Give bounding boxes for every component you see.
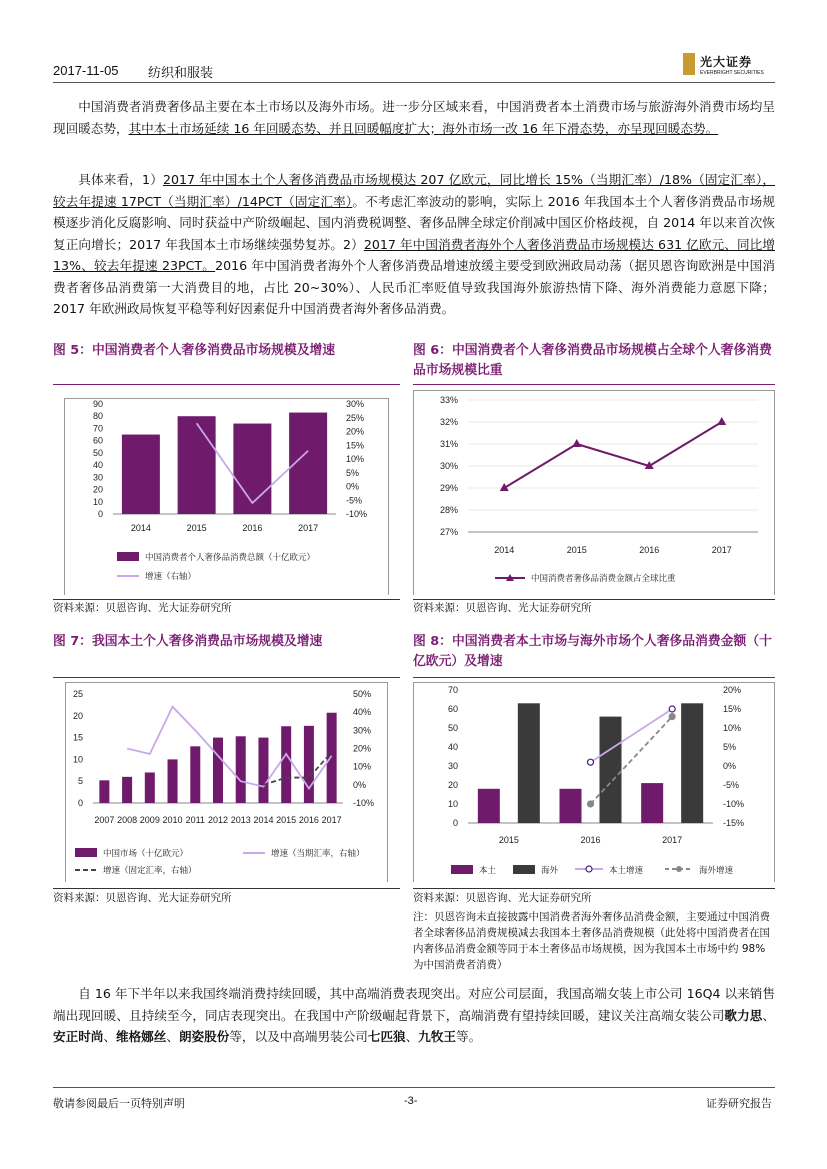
bar bbox=[304, 726, 314, 803]
y-tick-label: 20 bbox=[72, 710, 83, 721]
y-tick-label: 40 bbox=[447, 742, 458, 752]
y-tick-label: 28% bbox=[439, 505, 458, 515]
p3-sep: 、 bbox=[103, 1029, 116, 1044]
sector-label: 纺织和服装 bbox=[148, 66, 214, 81]
point-marker bbox=[588, 801, 594, 807]
x-tick-label: 2016 bbox=[298, 815, 319, 825]
bar bbox=[281, 726, 291, 803]
point-marker bbox=[572, 439, 581, 447]
point-marker bbox=[717, 417, 726, 425]
x-tick-label: 2017 bbox=[662, 835, 683, 845]
y-tick-label: 0 bbox=[97, 509, 103, 519]
fig6-title-rule bbox=[413, 384, 775, 385]
fig7-source: 资料来源：贝恩咨询、光大证券研究所 bbox=[53, 892, 232, 904]
y2-tick-label: 5% bbox=[723, 742, 737, 752]
y2-tick-label: 20% bbox=[723, 685, 742, 695]
y-tick-label: 10 bbox=[92, 496, 103, 507]
x-tick-label: 2010 bbox=[162, 815, 183, 825]
bar bbox=[122, 777, 132, 803]
series-line bbox=[504, 422, 722, 488]
series-line bbox=[127, 707, 332, 789]
company-anzheng: 安正时尚 bbox=[53, 1029, 104, 1044]
footer-report-type: 证券研究报告 bbox=[706, 1097, 772, 1110]
fig5-title-rule bbox=[53, 384, 400, 385]
y2-tick-label: 20% bbox=[353, 743, 372, 754]
legend-swatch-bar bbox=[451, 865, 473, 874]
y2-tick-label: 0% bbox=[346, 481, 360, 492]
legend-label-overseas: 海外 bbox=[541, 865, 559, 875]
bar bbox=[560, 789, 582, 823]
footer-rule bbox=[53, 1087, 775, 1088]
x-tick-label: 2007 bbox=[94, 815, 115, 825]
bar bbox=[236, 736, 246, 803]
y-tick-label: 50 bbox=[447, 723, 458, 733]
x-tick-label: 2015 bbox=[186, 523, 207, 533]
y2-tick-label: -15% bbox=[723, 818, 745, 828]
fig6-source: 资料来源：贝恩咨询、光大证券研究所 bbox=[413, 602, 592, 614]
fig5-source-rule bbox=[53, 599, 400, 600]
x-tick-label: 2015 bbox=[276, 815, 297, 825]
bar bbox=[122, 435, 160, 514]
footer-disclaimer: 敬请参阅最后一页特别声明 bbox=[53, 1097, 185, 1110]
bar bbox=[213, 738, 223, 803]
y-tick-label: 27% bbox=[439, 527, 458, 537]
fig5-title: 图 5：中国消费者个人奢侈消费品市场规模及增速 bbox=[53, 343, 336, 358]
company-weige: 维格娜丝 bbox=[115, 1029, 167, 1044]
y2-tick-label: 10% bbox=[353, 761, 372, 772]
p2-text-a: 具体来看，1） bbox=[78, 172, 163, 187]
y-tick-label: 25 bbox=[72, 689, 83, 699]
y-tick-label: 90 bbox=[92, 399, 103, 409]
legend-swatch-bar bbox=[117, 552, 139, 561]
fig7-source-rule bbox=[53, 888, 400, 889]
y-tick-label: 15 bbox=[72, 732, 83, 743]
y2-tick-label: 30% bbox=[346, 399, 365, 409]
y-tick-label: 70 bbox=[447, 685, 458, 695]
bar bbox=[327, 713, 337, 803]
logo-en: EVERBRIGHT SECURITIES bbox=[700, 70, 764, 76]
legend-label-local-growth: 本土增速 bbox=[609, 865, 644, 875]
legend-label-line: 中国消费者奢侈品消费金额占全球比重 bbox=[531, 573, 676, 583]
bar bbox=[600, 717, 622, 823]
point-marker bbox=[669, 706, 675, 712]
logo-cn: 光大证券 bbox=[700, 55, 753, 69]
company-septwolves: 七匹狼 bbox=[367, 1029, 406, 1044]
fig8-title: 图 8：中国消费者本土市场与海外市场个人奢侈品消费金额（十亿欧元）及增速 bbox=[413, 634, 772, 669]
fig8-title-rule bbox=[413, 677, 775, 678]
p3-sep: 、 bbox=[762, 1007, 776, 1023]
bar bbox=[190, 746, 200, 803]
y2-tick-label: 10% bbox=[723, 723, 742, 733]
bar bbox=[145, 772, 155, 803]
p3-text-c: 等，以及中高端男装公司 bbox=[229, 1029, 368, 1044]
bar bbox=[478, 789, 500, 823]
y-tick-label: 80 bbox=[92, 411, 103, 422]
y-tick-label: 30% bbox=[439, 461, 458, 471]
p2-text-e: 2016 年中国消费者海外个人奢侈消费品增速放缓主要受到欧洲政局动荡（据贝恩咨询欧洲是中国消费者奢侈品消费第一大消费目的地，占比 20~30%）、人民币汇率贬值导致我国海外旅游热情下降、海外消费能力意愿下降；2017 年欧洲政局恢复平稳等利好因素促升中国消费者海外奢侈品消费。 bbox=[53, 258, 775, 316]
p2-underlined-1: 2017 年中国本土个人奢侈消费品市场规模达 207 亿欧元，同比增长 15%（当期汇率）/18%（固定汇率），较去年提速 17PCT（当期汇率）/14PCT（固定汇率） bbox=[53, 172, 776, 209]
bar bbox=[233, 424, 271, 514]
point-marker bbox=[669, 714, 675, 720]
legend-label-line: 增速（当期汇率，右轴） bbox=[271, 848, 365, 858]
bar bbox=[178, 416, 216, 514]
fig5-chart bbox=[53, 390, 400, 595]
p3-text-d: 等。 bbox=[456, 1029, 482, 1044]
y2-tick-label: 5% bbox=[346, 467, 360, 478]
y2-tick-label: 50% bbox=[353, 689, 372, 699]
x-tick-label: 2013 bbox=[230, 815, 251, 825]
x-tick-label: 2011 bbox=[185, 815, 205, 825]
x-tick-label: 2017 bbox=[298, 523, 319, 533]
y2-tick-label: 0% bbox=[353, 779, 367, 790]
x-tick-label: 2012 bbox=[207, 815, 229, 825]
legend-label-line: 增速（右轴） bbox=[145, 571, 197, 581]
p2-underlined-2: 2017 年中国消费者海外个人奢侈消费品市场规模达 631 亿欧元、同比增 13%、较去年提速 23PCT。 bbox=[53, 236, 775, 273]
y2-tick-label: 40% bbox=[353, 707, 372, 718]
paragraph-2 bbox=[53, 169, 775, 320]
bar bbox=[518, 703, 540, 823]
bar bbox=[681, 703, 703, 823]
y2-tick-label: -5% bbox=[723, 780, 740, 790]
fig7-title: 图 7：我国本土个人奢侈消费品市场规模及增速 bbox=[53, 634, 323, 649]
y-tick-label: 50 bbox=[92, 447, 103, 458]
chart-frame bbox=[414, 683, 775, 883]
fig6-chart bbox=[413, 390, 775, 595]
y-tick-label: 60 bbox=[92, 435, 103, 446]
legend-label-overseas-growth: 海外增速 bbox=[699, 865, 734, 875]
y-tick-label: 10 bbox=[447, 799, 458, 809]
y-tick-label: 30 bbox=[92, 472, 103, 483]
p1-underlined: 其中本土市场延续 16 年回暖态势、并且回暖幅度扩大；海外市场一改 16 年下滑态势，亦呈现回暖态势。 bbox=[128, 120, 719, 136]
y-tick-label: 60 bbox=[447, 704, 458, 714]
legend-label-bar: 中国市场（十亿欧元） bbox=[103, 848, 189, 858]
y-tick-label: 40 bbox=[92, 460, 103, 471]
x-tick-label: 2015 bbox=[566, 545, 587, 555]
header-rule bbox=[53, 82, 775, 83]
series-line bbox=[263, 752, 331, 785]
y2-tick-label: 20% bbox=[346, 426, 365, 437]
x-tick-label: 2015 bbox=[498, 835, 519, 845]
company-langzi: 朗姿股份 bbox=[178, 1029, 230, 1044]
legend-marker-icon bbox=[586, 866, 592, 872]
y-tick-label: 33% bbox=[439, 395, 458, 405]
p3-text-a: 自 16 年下半年以来我国终端消费持续回暖，其中高端消费表现突出。对应公司层面，我国高端女装上市公司 16Q4 以来销售端出现回暖、且持续至今，同店表现突出。在我国中产阶级崛起背景下，高端消费有望持续回暖，建议关注高端女装公司 bbox=[53, 986, 775, 1023]
p2-text-c: 。不考虑汇率波动的影响，实际上 2016 年我国本土个人奢侈消费品市场规模逐步消化反腐影响、同时获益中产阶级崛起、国内消费税调整、奢侈品牌全球定价削减中国区价格歧视，自 2014 年以来首次恢复正向增长；2017 年我国本土市场继续强势复苏。2） bbox=[53, 193, 775, 252]
legend-swatch-bar bbox=[513, 865, 535, 874]
fig8-source: 资料来源：贝恩咨询、光大证券研究所 bbox=[413, 892, 592, 904]
company-elegant: 歌力思 bbox=[724, 1007, 763, 1023]
fig6-title: 图 6：中国消费者个人奢侈消费品市场规模占全球个人奢侈消费品市场规模比重 bbox=[413, 343, 772, 378]
bar bbox=[99, 780, 109, 803]
fig8-source-rule bbox=[413, 888, 775, 889]
point-marker bbox=[588, 759, 594, 765]
x-tick-label: 2016 bbox=[639, 545, 660, 555]
x-tick-label: 2009 bbox=[139, 815, 160, 825]
p3-sep: 、 bbox=[166, 1029, 179, 1044]
bar bbox=[641, 783, 663, 823]
y-tick-label: 30 bbox=[447, 761, 458, 771]
x-tick-label: 2014 bbox=[253, 815, 274, 825]
y-tick-label: 32% bbox=[439, 417, 458, 427]
y2-tick-label: -10% bbox=[723, 799, 745, 809]
company-jiumuwang: 九牧王 bbox=[418, 1029, 456, 1044]
x-tick-label: 2017 bbox=[711, 545, 732, 555]
bar bbox=[258, 738, 268, 803]
y-tick-label: 10 bbox=[72, 754, 83, 765]
p1-text-a: 中国消费者消费奢侈品主要在本土市场以及海外市场。进一步分区域来看，中国消费者本土消费市场与旅游海外消费市场均呈现回暖态势， bbox=[53, 99, 775, 136]
legend-label-dash: 增速（固定汇率，右轴） bbox=[103, 865, 197, 875]
legend-label-bar: 中国消费者个人奢侈品消费总额（十亿欧元） bbox=[145, 552, 316, 562]
y-tick-label: 70 bbox=[92, 423, 103, 434]
fig8-chart bbox=[413, 682, 775, 882]
fig7-title-rule bbox=[53, 677, 400, 678]
chart-frame bbox=[65, 399, 389, 596]
y-tick-label: 31% bbox=[439, 439, 458, 449]
report-date: 2017-11-05 bbox=[53, 63, 119, 78]
y-tick-label: 0 bbox=[452, 818, 458, 828]
x-tick-label: 2017 bbox=[321, 815, 342, 825]
y-tick-label: 5 bbox=[77, 776, 83, 787]
y2-tick-label: 30% bbox=[353, 725, 372, 736]
y2-tick-label: -5% bbox=[346, 495, 363, 506]
p3-sep: 、 bbox=[405, 1029, 419, 1044]
y2-tick-label: -10% bbox=[346, 509, 368, 519]
fig7-chart bbox=[53, 682, 400, 882]
y-tick-label: 0 bbox=[77, 798, 83, 808]
everbright-logo bbox=[683, 53, 778, 80]
logo-mark-icon bbox=[683, 53, 695, 75]
y2-tick-label: -10% bbox=[353, 798, 375, 808]
page-number: -3- bbox=[404, 1095, 418, 1107]
legend-label-local: 本土 bbox=[479, 865, 497, 875]
x-tick-label: 2016 bbox=[242, 523, 263, 533]
y-tick-label: 29% bbox=[439, 483, 458, 493]
fig5-source: 资料来源：贝恩咨询、光大证券研究所 bbox=[53, 602, 232, 614]
fig6-source-rule bbox=[413, 599, 775, 600]
x-tick-label: 2014 bbox=[494, 545, 515, 555]
paragraph-3 bbox=[53, 983, 775, 1048]
y2-tick-label: 15% bbox=[723, 704, 742, 714]
legend-marker-icon bbox=[676, 866, 682, 872]
y2-tick-label: 0% bbox=[723, 761, 737, 771]
paragraph-1 bbox=[53, 96, 775, 139]
y2-tick-label: 25% bbox=[346, 412, 365, 423]
x-tick-label: 2014 bbox=[130, 523, 151, 533]
y-tick-label: 20 bbox=[92, 484, 103, 495]
x-tick-label: 2016 bbox=[580, 835, 601, 845]
y2-tick-label: 15% bbox=[346, 440, 365, 451]
x-tick-label: 2008 bbox=[117, 815, 138, 825]
bar bbox=[168, 759, 178, 803]
y-tick-label: 20 bbox=[447, 780, 458, 790]
y2-tick-label: 10% bbox=[346, 454, 365, 464]
fig8-note: 注：贝恩咨询未直接披露中国消费者海外奢侈品消费金额，主要通过中国消费者全球奢侈品消费规模减去我国本土奢侈品消费规模（此处将中国消费者在国内奢侈品消费金额等同于本土奢侈品市场规模，因为我国本土市场中约 98%为中国消费者消费） bbox=[413, 911, 770, 971]
legend-swatch-bar bbox=[75, 848, 97, 857]
